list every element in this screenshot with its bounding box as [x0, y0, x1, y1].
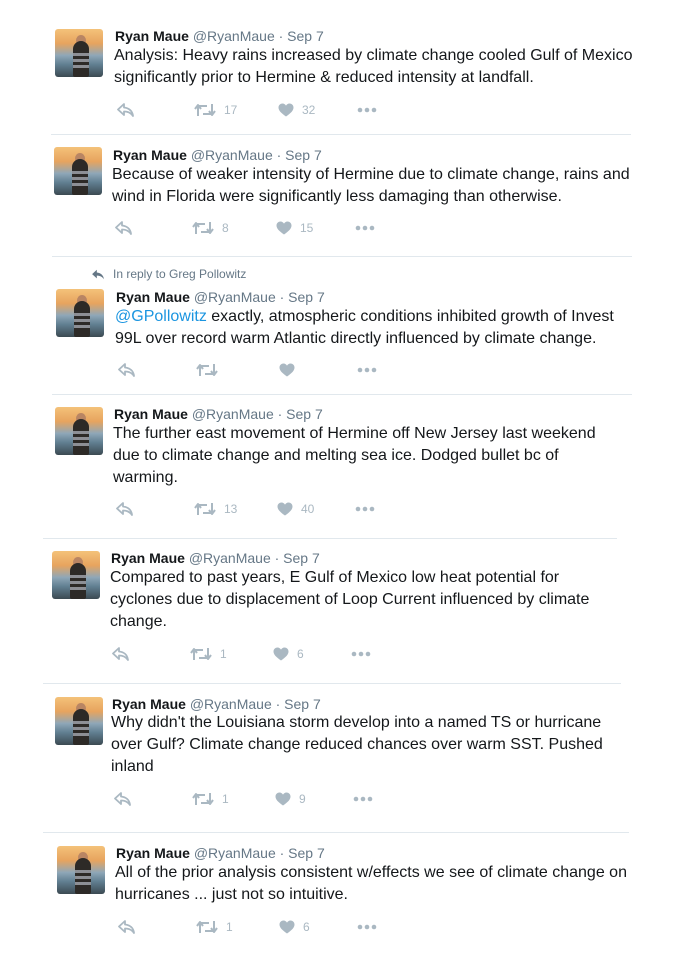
tweet[interactable] [0, 395, 687, 538]
tweet-text: Why didn't the Louisiana storm develop into a named TS or hurricane over Gulf? Climate change reduced chances over warm SST. Pushed inland [111, 714, 603, 775]
reply-context-label: In reply to Greg Pollowitz [113, 267, 247, 281]
tweet-date[interactable]: · Sep 7 [275, 696, 321, 712]
reply-icon [114, 792, 131, 806]
author-handle[interactable]: @RyanMaue [193, 289, 276, 305]
author-name[interactable]: Ryan Maue [116, 289, 190, 305]
heart-icon [277, 502, 293, 516]
like-count: 9 [299, 792, 306, 806]
more-button[interactable] [353, 790, 373, 808]
heart-icon [278, 103, 294, 117]
like-count: 32 [302, 103, 316, 117]
like-count: 40 [301, 502, 315, 516]
retweet-icon [194, 502, 216, 516]
tweet[interactable] [0, 0, 687, 134]
heart-icon [275, 792, 291, 806]
retweet-count: 17 [224, 103, 238, 117]
like-count: 6 [303, 920, 310, 934]
heart-icon [273, 647, 289, 661]
author-name[interactable]: Ryan Maue [111, 550, 185, 566]
tweet-text: Compared to past years, E Gulf of Mexico low heat potential for cyclones due to displacement of Loop Current influenced by climate change. [110, 569, 590, 630]
reply-button[interactable] [112, 645, 129, 663]
author-name[interactable]: Ryan Maue [116, 845, 190, 861]
author-handle[interactable]: @RyanMaue [191, 406, 274, 422]
more-button[interactable] [357, 101, 377, 119]
like-button[interactable] [276, 219, 313, 237]
more-icon [355, 225, 375, 231]
author-name[interactable]: Ryan Maue [112, 696, 186, 712]
reply-icon [118, 920, 135, 934]
retweet-count: 1 [222, 792, 229, 806]
tweet-text: Analysis: Heavy rains increased by climate change cooled Gulf of Mexico significantly prior to Hermine & reduced intensity at landfall. [114, 47, 633, 86]
tweet-date[interactable]: · Sep 7 [278, 28, 324, 44]
tweet[interactable] [0, 257, 687, 393]
author-handle[interactable]: @RyanMaue [190, 147, 273, 163]
reply-icon [116, 502, 133, 516]
more-button[interactable] [357, 361, 377, 379]
more-button[interactable] [355, 219, 375, 237]
avatar[interactable] [56, 289, 104, 337]
more-icon [351, 651, 371, 657]
more-icon [355, 506, 375, 512]
retweet-icon [192, 221, 214, 235]
retweet-button[interactable] [192, 790, 229, 808]
retweet-icon [196, 920, 218, 934]
tweet-date[interactable]: · Sep 7 [276, 147, 322, 163]
more-button[interactable] [357, 918, 377, 936]
avatar[interactable] [57, 846, 105, 894]
author-handle[interactable]: @RyanMaue [193, 845, 276, 861]
like-count: 15 [300, 221, 314, 235]
reply-button[interactable] [117, 101, 134, 119]
retweet-button[interactable] [196, 918, 233, 936]
like-button[interactable] [277, 500, 314, 518]
heart-icon [279, 363, 295, 377]
retweet-button[interactable] [194, 500, 237, 518]
more-button[interactable] [355, 500, 375, 518]
tweet-date[interactable]: · Sep 7 [277, 406, 323, 422]
tweet-date[interactable]: · Sep 7 [279, 289, 325, 305]
heart-icon [276, 221, 292, 235]
retweet-count: 1 [220, 647, 227, 661]
reply-context[interactable] [91, 267, 246, 281]
tweet-date[interactable]: · Sep 7 [274, 550, 320, 566]
avatar[interactable] [52, 551, 100, 599]
avatar[interactable] [55, 407, 103, 455]
avatar[interactable] [54, 147, 102, 195]
reply-button[interactable] [116, 500, 133, 518]
retweet-button[interactable] [194, 101, 237, 119]
like-count: 6 [297, 647, 304, 661]
reply-button[interactable] [118, 918, 135, 936]
reply-button[interactable] [115, 219, 132, 237]
reply-arrow-icon [91, 269, 105, 280]
reply-icon [115, 221, 132, 235]
more-icon [357, 107, 377, 113]
more-icon [353, 796, 373, 802]
reply-button[interactable] [114, 790, 131, 808]
tweet-text: The further east movement of Hermine off New Jersey last weekend due to climate change and melting sea ice. Dodged bullet bc of warming. [113, 425, 596, 486]
more-button[interactable] [351, 645, 371, 663]
author-handle[interactable]: @RyanMaue [188, 550, 271, 566]
more-icon [357, 924, 377, 930]
retweet-icon [196, 363, 218, 377]
author-name[interactable]: Ryan Maue [113, 147, 187, 163]
avatar[interactable] [55, 29, 103, 77]
like-button[interactable] [278, 101, 315, 119]
heart-icon [279, 920, 295, 934]
retweet-icon [190, 647, 212, 661]
author-name[interactable]: Ryan Maue [115, 28, 189, 44]
reply-icon [117, 103, 134, 117]
retweet-count: 8 [222, 221, 229, 235]
tweet[interactable] [0, 135, 687, 255]
like-button[interactable] [273, 645, 304, 663]
reply-icon [112, 647, 129, 661]
author-name[interactable]: Ryan Maue [114, 406, 188, 422]
author-handle[interactable]: @RyanMaue [189, 696, 272, 712]
tweet[interactable] [0, 539, 687, 683]
like-button[interactable] [279, 918, 310, 936]
like-button[interactable] [275, 790, 306, 808]
tweet-text: @GPollowitz exactly, atmospheric conditions inhibited growth of Invest 99L over record warm Atlantic directly influenced by climate change. [115, 308, 614, 347]
retweet-button[interactable] [196, 361, 226, 379]
tweet-text: All of the prior analysis consistent w/effects we see of climate change on hurricanes ... just not so intuitive. [115, 864, 627, 903]
retweet-count: 13 [224, 502, 238, 516]
avatar[interactable] [55, 697, 103, 745]
tweet-date[interactable]: · Sep 7 [279, 845, 325, 861]
retweet-icon [192, 792, 214, 806]
mention-link[interactable]: @GPollowitz [115, 308, 207, 325]
retweet-button[interactable] [192, 219, 229, 237]
retweet-icon [194, 103, 216, 117]
tweet[interactable] [0, 684, 687, 832]
reply-icon [118, 363, 135, 377]
reply-button[interactable] [118, 361, 135, 379]
tweet-text: Because of weaker intensity of Hermine due to climate change, rains and wind in Florida were significantly less damaging than otherwise. [112, 166, 630, 205]
tweet[interactable] [0, 833, 687, 970]
retweet-count: 1 [226, 920, 233, 934]
retweet-button[interactable] [190, 645, 227, 663]
author-handle[interactable]: @RyanMaue [192, 28, 275, 44]
more-icon [357, 367, 377, 373]
like-button[interactable] [279, 361, 303, 379]
